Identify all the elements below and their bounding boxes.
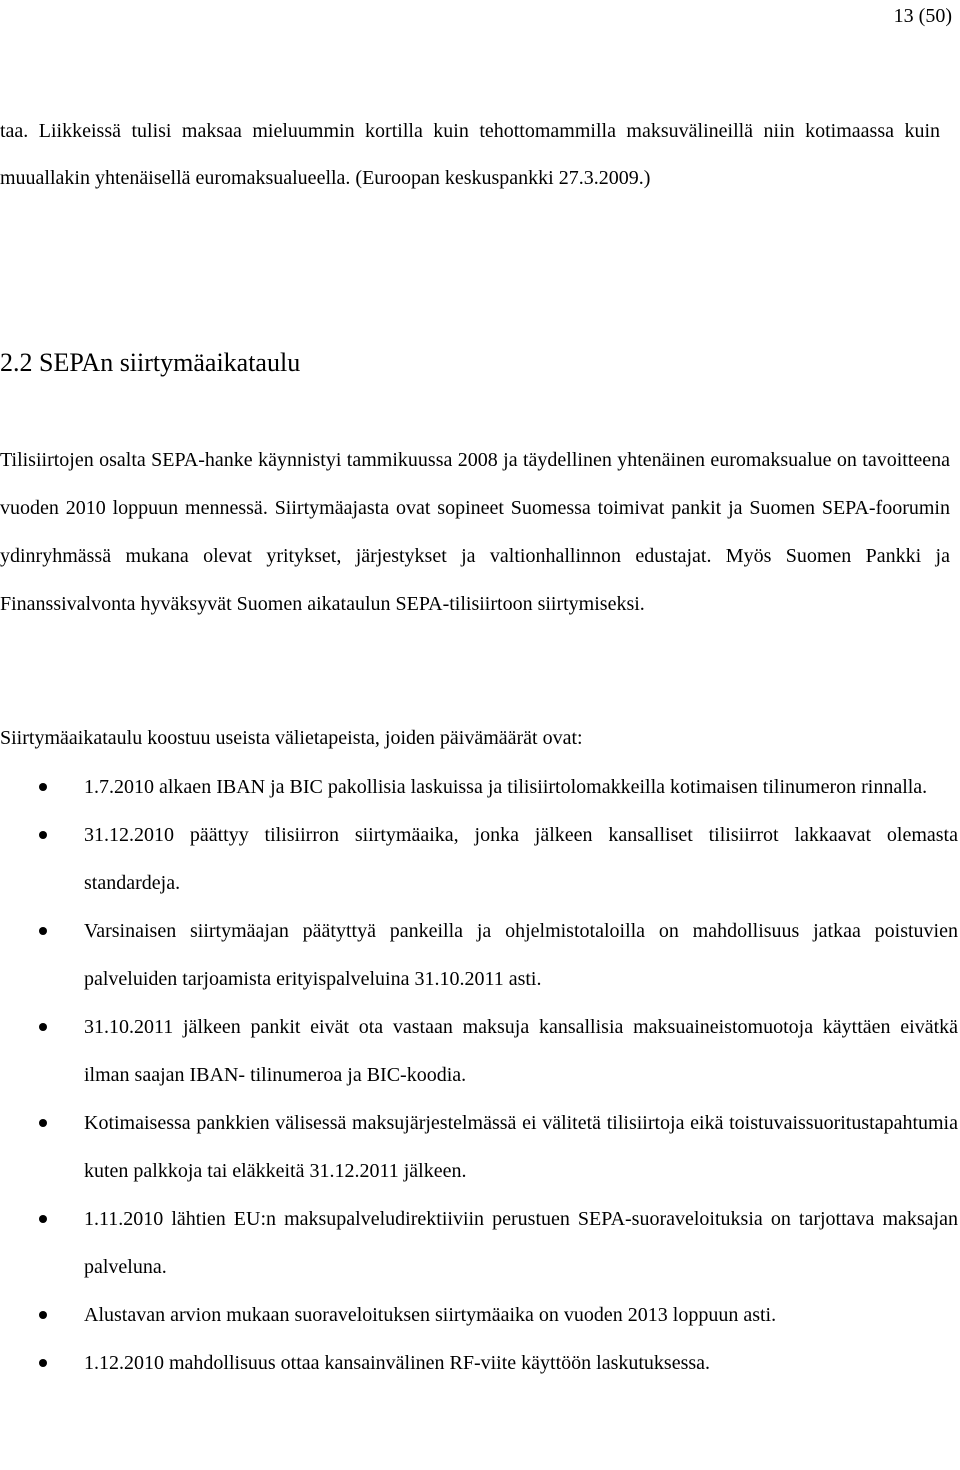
list-item: 1.11.2010 lähtien EU:n maksupalveludirektiiviin perustuen SEPA-suoraveloituksia on tarjottava maksajan palveluna.	[0, 1195, 958, 1291]
list-item: 1.12.2010 mahdollisuus ottaa kansainvälinen RF-viite käyttöön laskutuksessa.	[0, 1339, 958, 1387]
list-item: 31.12.2010 päättyy tilisiirron siirtymäaika, jonka jälkeen kansalliset tilisiirrot lakkaavat olemasta standardeja.	[0, 811, 958, 907]
list-item: 31.10.2011 jälkeen pankit eivät ota vastaan maksuja kansallisia maksuaineistomuotoja käyttäen eivätkä ilman saajan IBAN- tilinumeroa ja BIC-koodia.	[0, 1003, 958, 1099]
list-item: Alustavan arvion mukaan suoraveloituksen siirtymäaika on vuoden 2013 loppuun asti.	[0, 1291, 958, 1339]
intro-paragraph: taa. Liikkeissä tulisi maksaa mieluummin kortilla kuin tehottomammilla maksuvälineillä niin kotimaassa kuin muuallakin yhtenäisellä euromaksualueella. (Euroopan keskuspankki 27.3.2009.)	[0, 120, 940, 189]
list-item: Varsinaisen siirtymäajan päätyttyä pankeilla ja ohjelmistotaloilla on mahdollisuus jatkaa poistuvien palveluiden tarjoamista erityispalveluina 31.10.2011 asti.	[0, 907, 958, 1003]
list-item: Kotimaisessa pankkien välisessä maksujärjestelmässä ei välitetä tilisiirtoja eikä toistuvaissuoritustapahtumia kuten palkkoja tai eläkkeitä 31.12.2011 jälkeen.	[0, 1099, 958, 1195]
list-intro: Siirtymäaikataulu koostuu useista välietapeista, joiden päivämäärät ovat:	[0, 727, 583, 749]
page-number: 13 (50)	[893, 5, 952, 27]
list-item: 1.7.2010 alkaen IBAN ja BIC pakollisia laskuissa ja tilisiirtolomakkeilla kotimaisen tilinumeron rinnalla.	[0, 763, 958, 811]
section-paragraph: Tilisiirtojen osalta SEPA-hanke käynnistyi tammikuussa 2008 ja täydellinen yhtenäinen euromaksualue on tavoitteena vuoden 2010 loppuun mennessä. Siirtymäajasta ovat sopineet Suomessa toimivat pankit ja Suomen SEPA-foorumin ydinryhmässä mukana olevat yritykset, järjestykset ja valtionhallinnon edustajat. Myös Suomen Pankki ja Finanssivalvonta hyväksyvät Suomen aikataulun SEPA-tilisiirtoon siirtymiseksi.	[0, 449, 950, 615]
section-heading: 2.2 SEPAn siirtymäaikataulu	[0, 348, 301, 377]
schedule-list	[0, 763, 958, 1387]
